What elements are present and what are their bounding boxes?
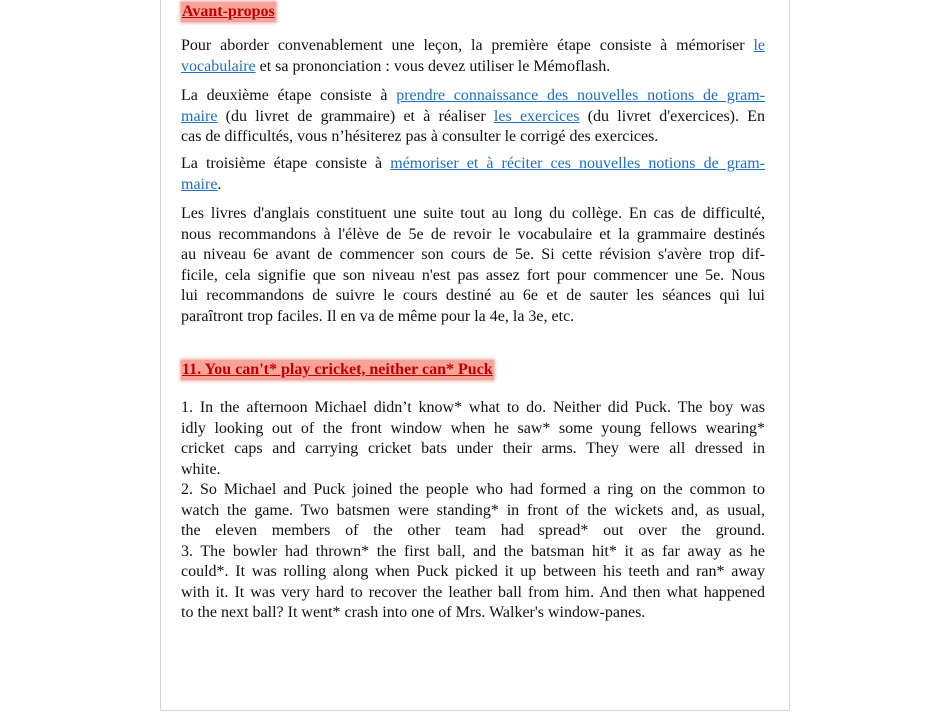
link-vocabulaire-cont[interactable]: vocabulaire xyxy=(181,57,256,75)
link-memoriser-reciter[interactable]: mémoriser et à réciter ces nouvelles notions de gram- xyxy=(390,155,766,172)
section-heading-avant-propos: Avant-propos xyxy=(182,3,275,20)
paragraph-1-text-a: Pour aborder convenablement une leçon, la première étape consiste à mémoriser xyxy=(181,37,754,54)
lesson-line: idly looking out of the front window when he saw* some young fellows wearing* xyxy=(181,419,765,437)
lesson-line: white. xyxy=(181,460,221,478)
paragraph-2-text-c: (du livret d'exercices). En xyxy=(579,107,766,125)
lesson-text xyxy=(181,398,765,624)
lesson-line: to the next ball? It went* crash into one of Mrs. Walker's window-panes. xyxy=(181,604,646,621)
paragraph-4 xyxy=(181,204,765,327)
paragraph-2-text-d: cas de difficultés, vous n’hésiterez pas à consulter le corrigé des exercices. xyxy=(181,128,659,145)
lesson-line: 1. In the afternoon Michael didn’t know* what to do. Neither did Puck. The boy was xyxy=(181,399,765,416)
paragraph-1 xyxy=(181,36,765,77)
lesson-line: cricket caps and carrying cricket bats under their arms. They were all dressed in xyxy=(181,440,765,457)
paragraph-4-line: paraîtront trop faciles. Il en va de même pour la 4e, la 3e, etc. xyxy=(181,307,575,325)
lesson-line: the eleven members of the other team had spread* out over the ground. xyxy=(181,522,765,539)
paragraph-4-line: au niveau 6e avant de commencer son cours de 5e. Si cette révision s'avère trop dif- xyxy=(181,246,765,263)
paragraph-4-line: Les livres d'anglais constituent une suite tout au long du collège. En cas de difficulté, xyxy=(181,205,765,222)
link-vocabulaire[interactable]: le xyxy=(753,37,765,54)
link-notions-grammaire-cont[interactable]: maire xyxy=(181,107,218,125)
link-notions-grammaire[interactable]: prendre connaissance des nouvelles notions de gram- xyxy=(396,87,766,104)
paragraph-2-text-b: (du livret de grammaire) et à réaliser xyxy=(217,107,494,125)
lesson-line: with it. It was very hard to recover the leather ball from him. And then what happened xyxy=(181,583,765,601)
lesson-line: 2. So Michael and Puck joined the people who had formed a ring on the common to xyxy=(181,481,765,498)
link-memoriser-reciter-cont[interactable]: maire xyxy=(181,175,218,193)
lesson-line: 3. The bowler had thrown* the first ball, and the batsman hit* it as far away as he xyxy=(181,542,765,560)
document-page xyxy=(160,0,790,711)
paragraph-2-text-a: La deuxième étape consiste à xyxy=(181,87,397,104)
lesson-line: watch the game. Two batsmen were standing* in front of the wickets and, as usual, xyxy=(181,501,765,519)
paragraph-4-line: nous recommandons à l'élève de 5e de revoir le vocabulaire et la grammaire destinés xyxy=(181,225,765,243)
paragraph-3 xyxy=(181,154,765,195)
link-exercices[interactable]: les exercices xyxy=(493,107,580,125)
paragraph-2 xyxy=(181,86,765,148)
paragraph-1-text-b: et sa prononciation : vous devez utiliser le Mémoflash. xyxy=(255,57,611,75)
section-heading-lesson-11: 11. You can't* play cricket, neither can* Puck xyxy=(182,361,493,378)
paragraph-4-line: ficile, cela signifie que son niveau n'est pas assez fort pour commencer une 5e. Nous xyxy=(181,266,765,284)
paragraph-4-line: lui recommandons de suivre le cours destiné au 6e et de sauter les séances qui lui xyxy=(181,287,765,304)
lesson-line: could*. It was rolling along when Puck picked it up between his teeth and ran* away xyxy=(181,563,765,580)
paragraph-3-text-a: La troisième étape consiste à xyxy=(181,155,391,172)
paragraph-3-text-b: . xyxy=(217,175,222,193)
